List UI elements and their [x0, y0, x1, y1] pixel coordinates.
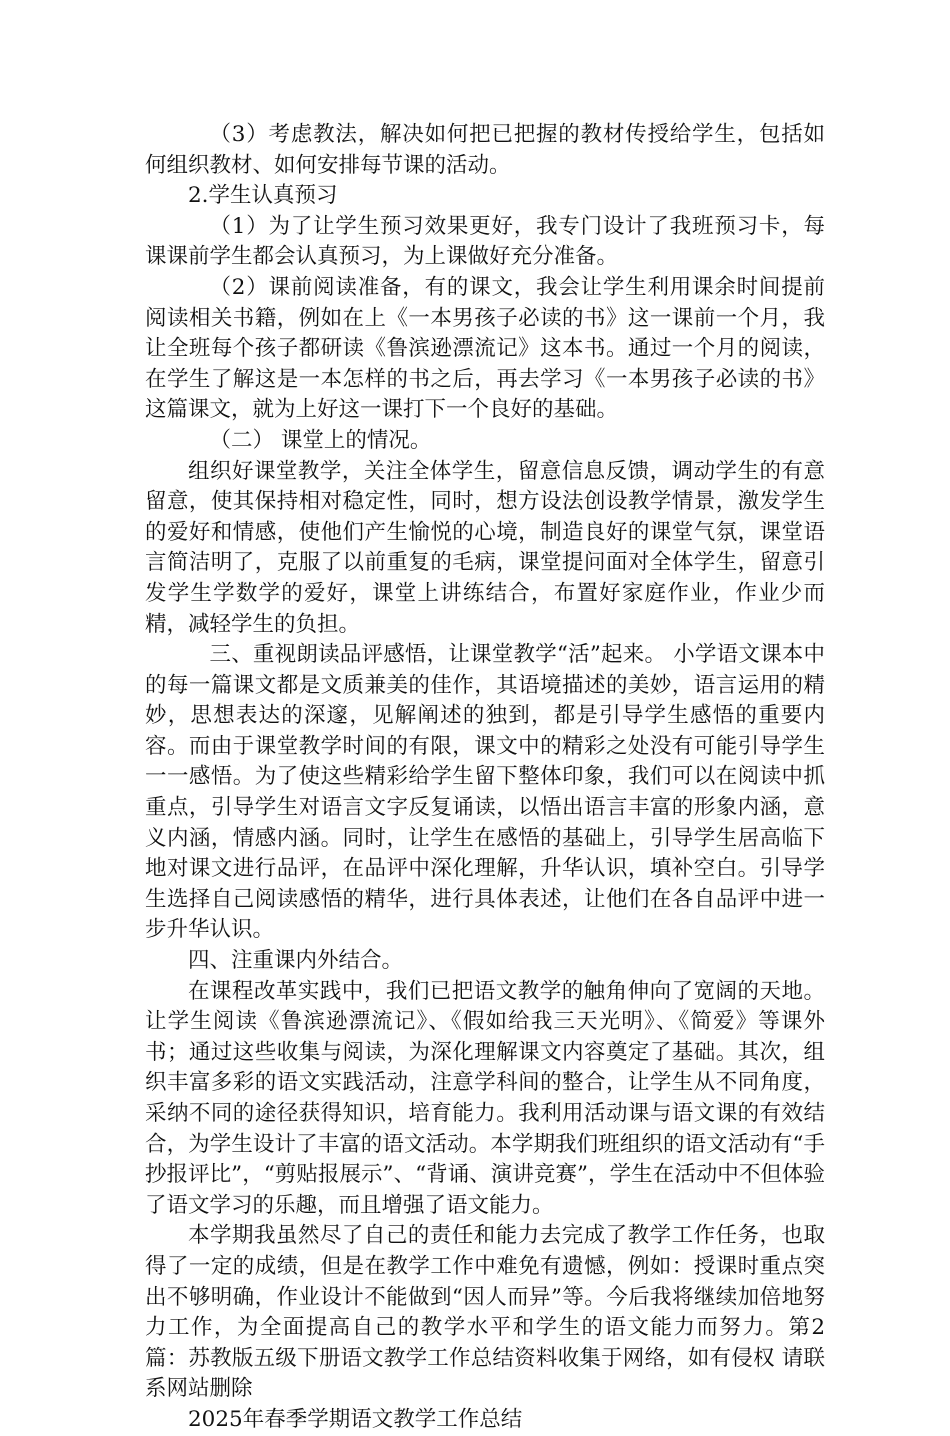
heading-student-preview: 2.学生认真预习 — [188, 183, 338, 209]
paragraph-curriculum-reform: 在课程改革实践中，我们已把语文教学的触角伸向了宽阔的天地。让学生阅读《鲁滨逊漂流记》、《假如给我三天光明》、《简爱》等课外书；通过这些收集与阅读，为深化理解课文内容奠定了基础。其次，组织丰富多彩的语文实践活动，注意学科间的整合，让学生从不同角度，采纳不同的途径获得知识，培育能力。我利用活动课与语文课的有效结合，为学生设计了丰富的语文活动。本学期我们班组织的语文活动有“手抄报评比”，“剪贴报展示”、“背诵、演讲竞赛”，学生在活动中不但体验了语文学习的乐趣，而且增强了语文能力。 — [145, 978, 825, 1218]
paragraph-semester-summary: 本学期我虽然尽了自己的责任和能力去完成了教学工作任务，也取得了一定的成绩，但是在教学工作中难免有遗憾，例如：授课时重点突出不够明确，作业设计不能做到“因人而异”等。今后我将继续加倍地努力工作，为全面提高自己的教学水平和学生的语文能力而努力。第2篇：苏教版五级下册语文教学工作总结资料收集于网络，如有侵权 请联系网站删除 — [145, 1223, 825, 1402]
document-subtitle: 2025年春季学期语文教学工作总结 — [188, 1406, 523, 1432]
paragraph-teaching-method: （3）考虑教法，解决如何把已把握的教材传授给学生，包括如何组织教材、如何安排每节课的活动。 — [145, 122, 825, 178]
heading-inside-outside-class: 四、注重课内外结合。 — [188, 948, 404, 974]
paragraph-preview-card: （1）为了让学生预习效果更好，我专门设计了我班预习卡，每课课前学生都会认真预习，为上课做好充分准备。 — [145, 213, 825, 270]
paragraph-reading-appreciation: 三、重视朗读品评感悟，让课堂教学“活”起来。 小学语文课本中的每一篇课文都是文质兼美的佳作，其语境描述的美妙，语言运用的精妙，思想表达的深邃，见解阐述的独到，都是引导学生感悟的重要内容。而由于课堂教学时间的有限，课文中的精彩之处没有可能引导学生一一感悟。为了使这些精彩给学生留下整体印象，我们可以在阅读中抓重点，引导学生对语言文字反复诵读，以悟出语言丰富的形象内涵，意义内涵，情感内涵。同时，让学生在感悟的基础上，引导学生居高临下地对课文进行品评，在品评中深化理解，升华认识，填补空白。引导学生选择自己阅读感悟的精华，进行具体表述，让他们在各自品评中进一步升华认识。 — [145, 642, 825, 943]
document-page — [145, 120, 825, 1436]
paragraph-pre-reading: （2）课前阅读准备，有的课文，我会让学生利用课余时间提前阅读相关书籍，例如在上《一本男孩子必读的书》这一课前一个月，我让全班每个孩子都研读《鲁滨逊漂流记》这本书。通过一个月的阅读，在学生了解这是一本怎样的书之后，再去学习《一本男孩子必读的书》这篇课文，就为上好这一课打下一个良好的基础。 — [145, 274, 825, 423]
heading-classroom-situation: （二） 课堂上的情况。 — [209, 427, 432, 453]
paragraph-classroom-teaching: 组织好课堂教学，关注全体学生，留意信息反馈，调动学生的有意留意，使其保持相对稳定性，同时，想方设法创设教学情景，激发学生的爱好和情感，使他们产生愉悦的心境，制造良好的课堂气氛，课堂语言简洁明了，克服了以前重复的毛病，课堂提问面对全体学生，留意引发学生学数学的爱好，课堂上讲练结合，布置好家庭作业，作业少而精，减轻学生的负担。 — [145, 458, 825, 637]
